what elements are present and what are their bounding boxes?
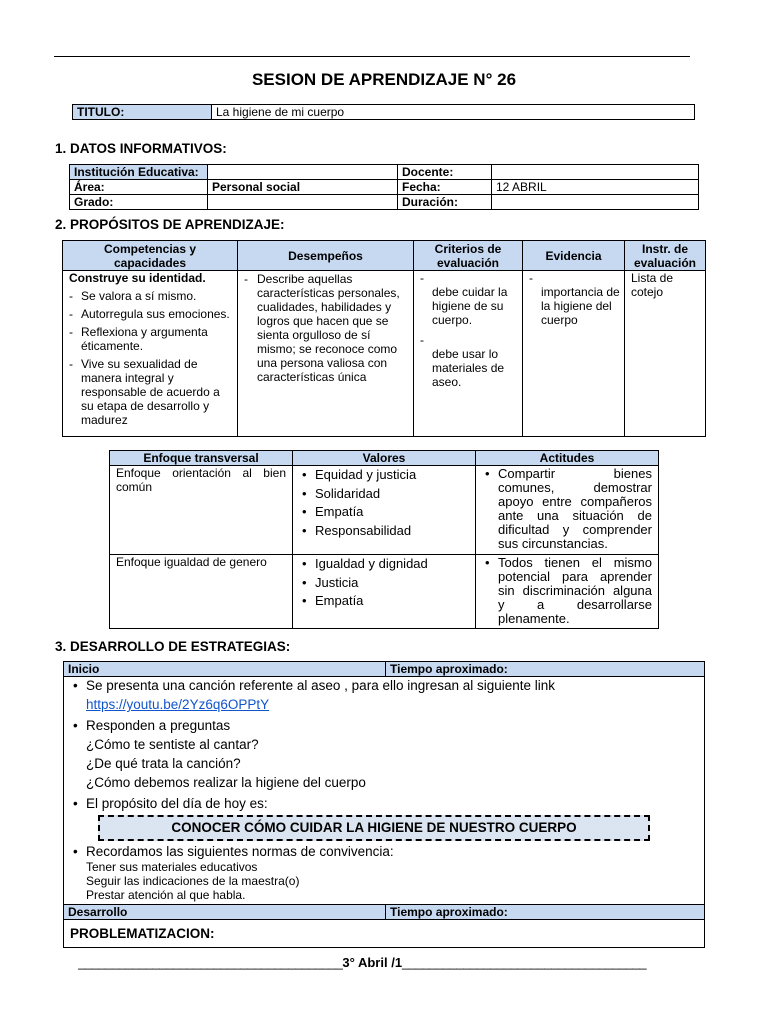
header-competencias: Competencias y capacidades <box>63 241 238 271</box>
pregunta: ¿Cómo te sentiste al cantar? <box>86 737 259 752</box>
valor-item: • Responsabilidad <box>297 523 471 540</box>
top-rule <box>54 56 690 57</box>
normas-list <box>68 842 700 902</box>
section-3-heading: 3. DESARROLLO DE ESTRATEGIAS: <box>55 639 291 654</box>
competencia-title: Construye su identidad. <box>69 271 206 285</box>
valores-list <box>297 556 471 610</box>
header-actitudes: Actitudes <box>476 451 659 466</box>
inicio-list <box>68 676 700 813</box>
inicio-item <box>68 676 700 714</box>
video-link[interactable]: https://youtu.be/2Yz6q6OPPtY <box>86 697 270 712</box>
capacidad-item: - Se valora a sí mismo. <box>69 289 233 303</box>
grado-value <box>208 195 398 210</box>
valor-item: • Igualdad y dignidad <box>297 556 471 573</box>
section-1-heading: 1. DATOS INFORMATIVOS: <box>55 141 227 156</box>
valor-item: • Equidad y justicia <box>297 467 471 484</box>
estrategias-table <box>63 661 705 948</box>
inicio-item-text: • Responden a preguntas <box>86 718 231 733</box>
actitud-item: • Compartir bienes comunes, demostrar apoyo entre compañeros ante una situación de dificultad y comprender sus circunstancias. <box>480 467 652 551</box>
problematizacion-title: PROBLEMATIZACION: <box>64 920 705 948</box>
footer <box>78 955 690 970</box>
pregunta: ¿Cómo debemos realizar la higiene del cuerpo <box>86 775 366 790</box>
header-enfoque: Enfoque transversal <box>110 451 293 466</box>
evidencia-dash: - <box>529 271 533 285</box>
inicio-item-text: • Se presenta una canción referente al aseo , para ello ingresan al siguiente link <box>86 678 556 693</box>
capacidad-item: - Autorregula sus emociones. <box>69 307 233 321</box>
desarrollo-label: Desarrollo <box>64 905 386 920</box>
norma-item: Tener sus materiales educativos <box>86 860 258 874</box>
criterio-dash-1: - <box>420 271 424 285</box>
valor-item: • Empatía <box>297 593 471 610</box>
footer-date: 3° Abril /1 <box>342 955 403 970</box>
area-value: Personal social <box>208 180 398 195</box>
inicio-label: Inicio <box>64 662 386 677</box>
norma-item: Prestar atención al que habla. <box>86 888 246 902</box>
proposito-text: CONOCER CÓMO CUIDAR LA HIGIENE DE NUESTRO CUERPO <box>171 820 577 835</box>
enfoque-table <box>109 450 659 629</box>
instrumento-value: Lista de cotejo <box>625 271 706 437</box>
datos-table <box>69 164 699 210</box>
titulo-label: TITULO: <box>73 105 212 120</box>
capacidades-list <box>69 289 233 427</box>
header-valores: Valores <box>293 451 476 466</box>
duracion-value <box>492 195 699 210</box>
propositos-table <box>62 240 706 437</box>
inicio-item <box>68 716 700 792</box>
grado-label: Grado: <box>70 195 208 210</box>
section-2-heading: 2. PROPÓSITOS DE APRENDIZAJE: <box>55 217 285 232</box>
header-criterios: Criterios de evaluación <box>414 241 523 271</box>
docente-value <box>492 165 699 180</box>
tiempo-label-inicio: Tiempo aproximado: <box>386 662 705 677</box>
norma-item: Seguir las indicaciones de la maestra(o) <box>86 874 300 888</box>
valor-item: • Justicia <box>297 575 471 592</box>
valores-list <box>297 467 471 539</box>
fecha-label: Fecha: <box>398 180 492 195</box>
header-desempenos: Desempeños <box>238 241 414 271</box>
titulo-table <box>72 104 695 120</box>
enfoque-name: Enfoque igualdad de genero <box>110 555 293 629</box>
inicio-item <box>68 842 700 902</box>
inicio-item <box>68 794 700 813</box>
fecha-value: 12 ABRIL <box>492 180 699 195</box>
evidencia-value: importancia de la higiene del cuerpo <box>541 285 620 327</box>
proposito-box <box>98 815 650 841</box>
header-instrumento: Instr. de evaluación <box>625 241 706 271</box>
actitud-item: • Todos tienen el mismo potencial para aprender sin discriminación alguna y a desarrollarse plenamente. <box>480 556 652 626</box>
inicio-item-text: • Recordamos las siguientes normas de convivencia: <box>86 844 394 859</box>
actitudes-list <box>480 467 652 551</box>
docente-label: Docente: <box>398 165 492 180</box>
valor-item: • Empatía <box>297 504 471 521</box>
header-evidencia: Evidencia <box>523 241 625 271</box>
pregunta: ¿De qué trata la canción? <box>86 756 241 771</box>
tiempo-label-desarrollo: Tiempo aproximado: <box>386 905 705 920</box>
desempeno-list <box>244 272 409 384</box>
institucion-value <box>208 165 398 180</box>
inicio-item-text: • El propósito del día de hoy es: <box>86 796 268 811</box>
actitudes-list <box>480 556 652 626</box>
criterio-item: debe usar lo materiales de aseo. <box>432 347 505 389</box>
capacidad-item: - Vive su sexualidad de manera integral y responsable de acuerdo a su etapa de desarrollo y madurez <box>69 357 233 427</box>
criterio-item: debe cuidar la higiene de su cuerpo. <box>432 285 508 327</box>
footer-right-rule: ____________________________________ <box>402 955 647 970</box>
capacidad-item: - Reflexiona y argumenta éticamente. <box>69 325 233 353</box>
valor-item: • Solidaridad <box>297 486 471 503</box>
area-label: Área: <box>70 180 208 195</box>
criterio-dash-2: - <box>420 333 424 347</box>
session-title: SESION DE APRENDIZAJE N° 26 <box>251 70 517 89</box>
institucion-label: Institución Educativa: <box>70 165 208 180</box>
desempeno-item: - Describe aquellas características personales, cualidades, habilidades y logros que hacen que se sienta orgulloso de sí mismo; se reconoce como una persona valiosa con características única <box>244 272 409 384</box>
duracion-label: Duración: <box>398 195 492 210</box>
titulo-value: La higiene de mi cuerpo <box>212 105 695 120</box>
enfoque-name: Enfoque orientación al bien común <box>110 466 293 555</box>
footer-left-rule: _______________________________________ <box>78 955 343 970</box>
